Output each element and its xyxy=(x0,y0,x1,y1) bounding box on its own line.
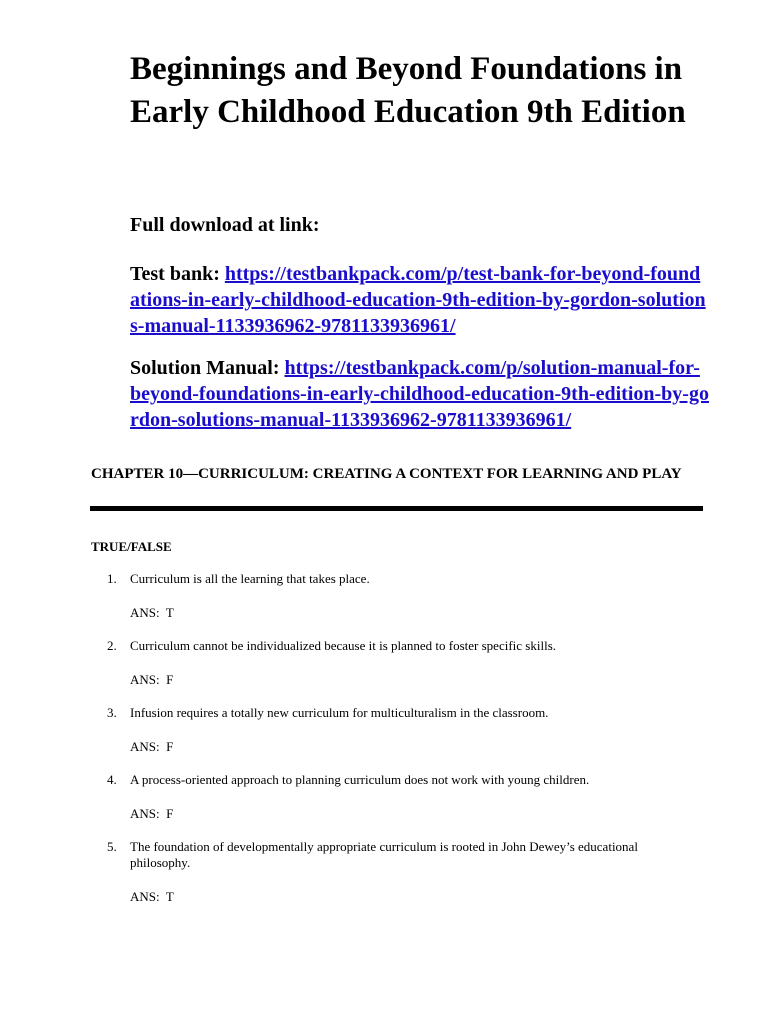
question-text: Infusion requires a totally new curriculum for multiculturalism in the classroom. xyxy=(130,705,549,720)
question-answer: ANS: F xyxy=(130,806,174,821)
section-heading: TRUE/FALSE xyxy=(91,539,172,554)
test-bank-link[interactable]: https://testbankpack.com/p/test-bank-for-beyond-foundations-in-early-childhood-education-9th-edition-by-gordon-solutions-manual-1133936962-9781133936961/ xyxy=(130,263,706,337)
question-item xyxy=(91,839,701,905)
question-text: Curriculum cannot be individualized because it is planned to foster specific skills. xyxy=(130,638,556,653)
question-text: The foundation of developmentally appropriate curriculum is rooted in John Dewey’s educational philosophy. xyxy=(130,839,638,870)
question-answer: ANS: F xyxy=(130,672,174,687)
question-number: 4. xyxy=(107,772,117,787)
question-text: A process-oriented approach to planning curriculum does not work with young children. xyxy=(130,772,590,787)
full-download-label: Full download at link: xyxy=(130,214,320,236)
question-item xyxy=(91,638,701,688)
question-item xyxy=(91,571,701,621)
heading-divider xyxy=(90,506,703,511)
question-number: 3. xyxy=(107,705,117,720)
question-answer: ANS: T xyxy=(130,605,174,620)
test-bank-line xyxy=(130,261,710,339)
question-item xyxy=(91,705,701,755)
solution-manual-line xyxy=(130,355,710,433)
solution-manual-label: Solution Manual: xyxy=(130,357,285,379)
question-number: 5. xyxy=(107,839,117,854)
question-item xyxy=(91,772,701,822)
question-text: Curriculum is all the learning that takes place. xyxy=(130,571,370,586)
question-answer: ANS: F xyxy=(130,739,174,754)
question-list xyxy=(91,571,701,922)
question-number: 1. xyxy=(107,571,117,586)
chapter-heading: CHAPTER 10—CURRICULUM: CREATING A CONTEXT FOR LEARNING AND PLAY xyxy=(91,466,682,482)
solution-manual-link[interactable]: https://testbankpack.com/p/solution-manual-for-beyond-foundations-in-early-childhood-education-9th-edition-by-gordon-solutions-manual-1133936962-9781133936961/ xyxy=(130,357,709,431)
test-bank-label: Test bank: xyxy=(130,263,225,285)
document-title: Beginnings and Beyond Foundations in Early Childhood Education 9th Edition xyxy=(130,51,686,130)
question-number: 2. xyxy=(107,638,117,653)
question-answer: ANS: T xyxy=(130,889,174,904)
